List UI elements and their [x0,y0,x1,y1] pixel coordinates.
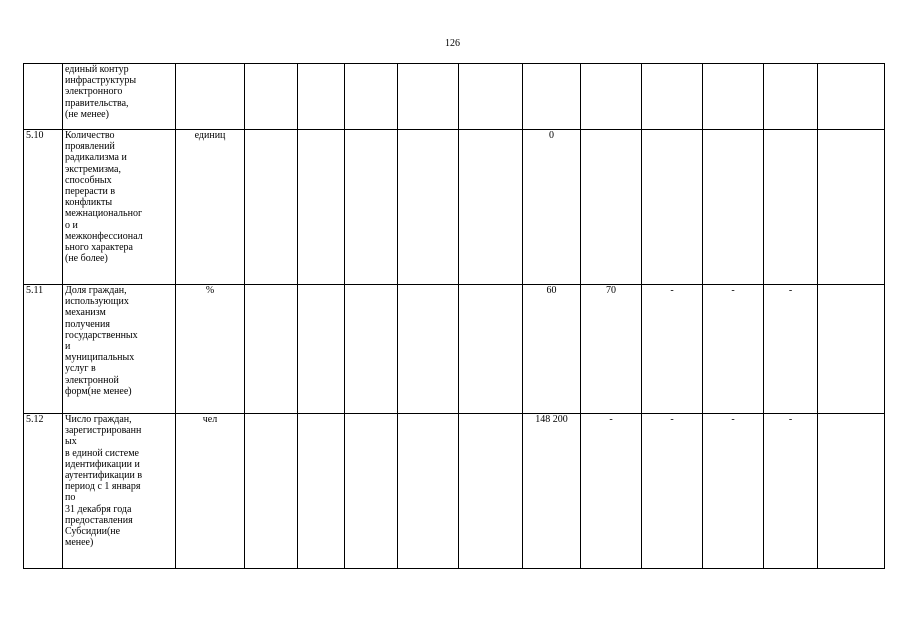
row-number: 5.10 [24,130,63,285]
value-cell [245,64,298,130]
table-row [24,285,885,414]
value-cell [764,64,818,130]
value-cell [398,414,459,569]
value-cell [764,130,818,285]
table-row [24,64,885,130]
unit-cell: единиц [176,130,245,285]
value-cell [398,130,459,285]
value-cell: 0 [523,130,581,285]
table-row [24,130,885,285]
value-cell: - [703,285,764,414]
value-cell [245,414,298,569]
value-cell [459,130,523,285]
row-number: 5.11 [24,285,63,414]
row-number [24,64,63,130]
page-number: 126 [445,38,460,49]
value-cell [398,64,459,130]
value-cell [245,285,298,414]
value-cell [523,64,581,130]
value-cell [581,130,642,285]
value-cell: 60 [523,285,581,414]
value-cell [298,64,345,130]
value-cell [703,130,764,285]
value-cell: - [703,414,764,569]
unit-cell: % [176,285,245,414]
value-cell [703,64,764,130]
value-cell: 70 [581,285,642,414]
indicator-description: Количество проявлений радикализма и экстремизма, способных перерасти в конфликты межнациональног о и межконфессионал ьного характера (не более) [63,130,176,285]
value-cell [459,285,523,414]
indicator-description: Доля граждан, использующих механизм получения государственных и муниципальных услуг в электронной форм(не менее) [63,285,176,414]
value-cell [245,130,298,285]
indicators-table [23,63,885,569]
value-cell: - [764,414,818,569]
indicator-description: единый контур инфраструктуры электронного правительства, (не менее) [63,64,176,130]
unit-cell: чел [176,414,245,569]
value-cell [581,64,642,130]
value-cell [459,414,523,569]
value-cell [345,130,398,285]
value-cell [345,285,398,414]
value-cell [398,285,459,414]
value-cell: - [642,285,703,414]
value-cell [642,64,703,130]
value-cell: - [581,414,642,569]
value-cell [345,64,398,130]
value-cell [818,414,885,569]
value-cell [459,64,523,130]
value-cell: 148 200 [523,414,581,569]
indicator-description: Число граждан, зарегистрированн ых в единой системе идентификации и аутентификации в период с 1 января по 31 декабря года предоставления Субсидии(не менее) [63,414,176,569]
value-cell: - [764,285,818,414]
value-cell [298,414,345,569]
value-cell [818,130,885,285]
table-row [24,414,885,569]
value-cell [818,285,885,414]
value-cell [298,285,345,414]
unit-cell [176,64,245,130]
value-cell [345,414,398,569]
value-cell [818,64,885,130]
value-cell [642,130,703,285]
row-number: 5.12 [24,414,63,569]
value-cell: - [642,414,703,569]
value-cell [298,130,345,285]
